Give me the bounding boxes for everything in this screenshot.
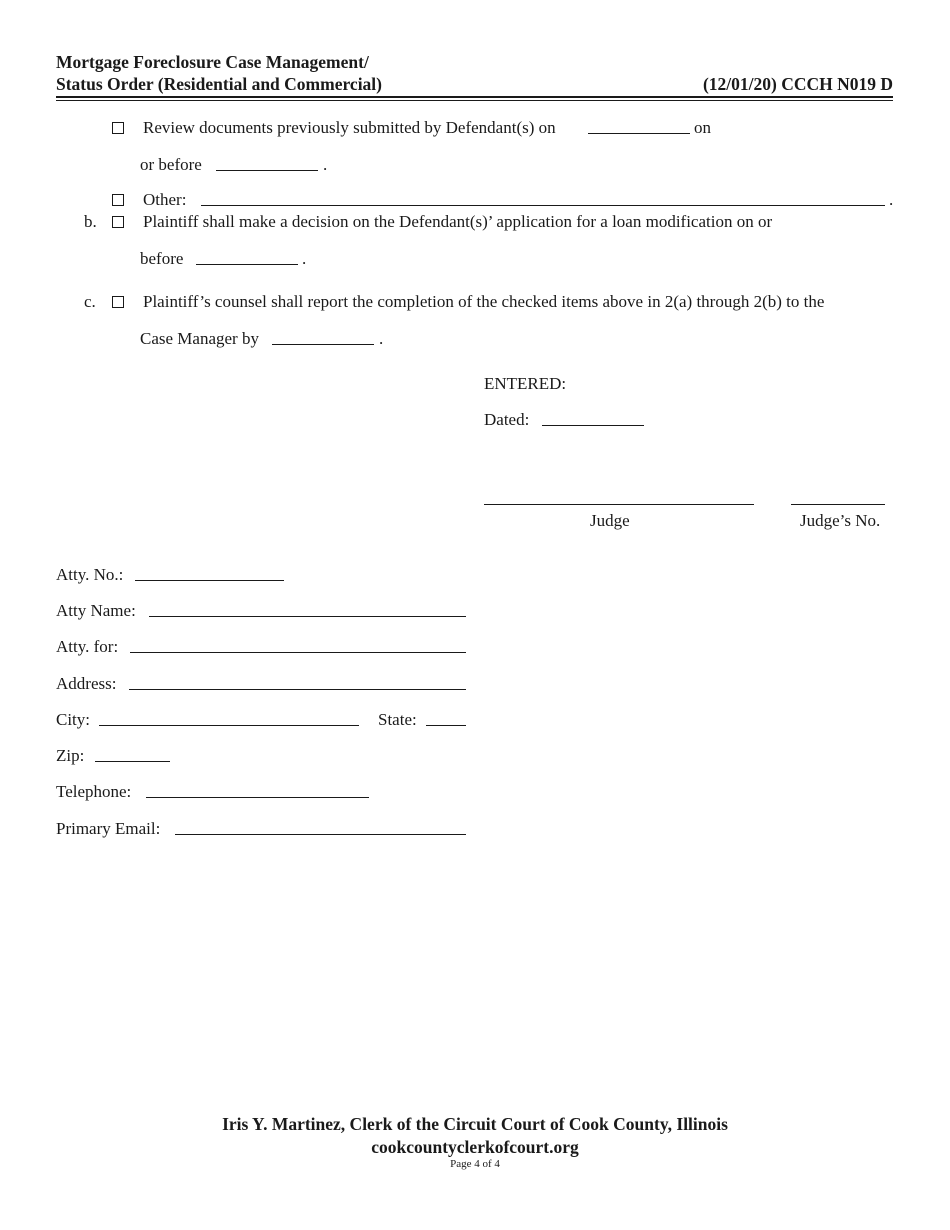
item-c-checkbox[interactable] — [112, 296, 124, 308]
footer-website: cookcountyclerkofcourt.org — [371, 1137, 579, 1157]
item-b-before-label: before — [140, 249, 184, 268]
form-code: (12/01/20) CCCH N019 D — [702, 74, 893, 94]
address-field[interactable] — [129, 689, 466, 690]
item-c-date-field[interactable] — [272, 344, 374, 345]
other-period: . — [889, 190, 894, 209]
zip-label: Zip: — [56, 746, 85, 765]
dated-field[interactable] — [542, 425, 644, 426]
item-c-letter: c. — [84, 292, 96, 311]
telephone-field[interactable] — [146, 797, 369, 798]
city-field[interactable] — [99, 725, 359, 726]
state-field[interactable] — [426, 725, 466, 726]
primary-email-label: Primary Email: — [56, 819, 161, 838]
primary-email-field[interactable] — [175, 834, 466, 835]
form-title-line2: Status Order (Residential and Commercial) — [56, 74, 382, 94]
review-period: . — [323, 155, 328, 174]
item-c-case-manager-label: Case Manager by — [140, 329, 259, 348]
page-number: Page 4 of 4 — [450, 1158, 500, 1170]
atty-name-label: Atty Name: — [56, 601, 136, 620]
review-submitted-date-field[interactable] — [588, 133, 690, 134]
item-b-checkbox[interactable] — [112, 216, 124, 228]
other-label: Other: — [143, 190, 187, 209]
entered-label: ENTERED: — [484, 374, 567, 393]
atty-no-field[interactable] — [135, 580, 284, 581]
judge-label: Judge — [590, 511, 630, 530]
city-label: City: — [56, 710, 91, 729]
judge-number-line[interactable] — [791, 504, 885, 505]
review-on-label: on — [694, 118, 711, 137]
state-label: State: — [378, 710, 417, 729]
item-b-text: Plaintiff shall make a decision on the Defendant(s)’ application for a loan modification on or — [143, 212, 773, 231]
other-checkbox[interactable] — [112, 194, 124, 206]
form-title-line1: Mortgage Foreclosure Case Management/ — [56, 52, 369, 72]
item-c-period: . — [379, 329, 384, 348]
atty-for-label: Atty. for: — [56, 637, 119, 656]
review-documents-text: Review documents previously submitted by Defendant(s) on — [143, 118, 556, 137]
item-c-text: Plaintiff’s counsel shall report the completion of the checked items above in 2(a) through 2(b) to the — [143, 292, 825, 311]
item-b-period: . — [302, 249, 307, 268]
address-label: Address: — [56, 674, 117, 693]
telephone-label: Telephone: — [56, 782, 132, 801]
review-deadline-field[interactable] — [216, 170, 318, 171]
item-b-letter: b. — [84, 212, 97, 231]
zip-field[interactable] — [95, 761, 170, 762]
review-or-before-label: or before — [140, 155, 202, 174]
footer-clerk: Iris Y. Martinez, Clerk of the Circuit Court of Cook County, Illinois — [222, 1114, 728, 1134]
atty-no-label: Atty. No.: — [56, 565, 124, 584]
header-rule-thin — [56, 100, 893, 101]
other-text-field[interactable] — [201, 205, 885, 206]
judge-signature-line[interactable] — [484, 504, 754, 505]
header-rule-thick — [56, 96, 893, 98]
item-b-date-field[interactable] — [196, 264, 298, 265]
dated-label: Dated: — [484, 410, 530, 429]
atty-name-field[interactable] — [149, 616, 466, 617]
review-documents-checkbox[interactable] — [112, 122, 124, 134]
judge-number-label: Judge’s No. — [800, 511, 881, 530]
atty-for-field[interactable] — [130, 652, 466, 653]
